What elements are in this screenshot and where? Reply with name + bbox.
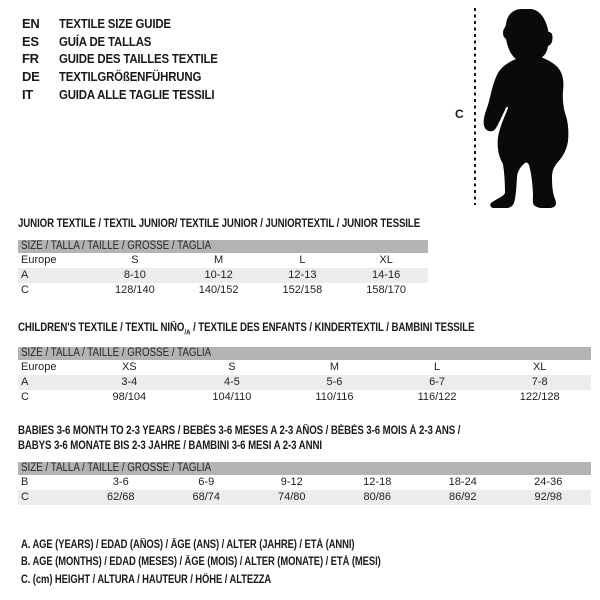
table-row-age-months	[18, 475, 591, 490]
language-title-list	[22, 15, 239, 104]
size-cell: S	[228, 361, 236, 373]
age-cell: 24-36	[534, 476, 563, 488]
row-label: C	[21, 391, 29, 403]
size-cell: M	[329, 361, 340, 373]
section-title-children	[18, 321, 474, 339]
age-cell: 18-24	[448, 476, 477, 488]
table-row-height	[18, 283, 428, 298]
lang-code: DE	[22, 69, 40, 85]
table-row-height	[18, 390, 591, 405]
size-table-babies	[18, 462, 591, 505]
height-cell: 110/116	[315, 391, 354, 403]
height-cell: 158/170	[366, 284, 406, 296]
row-label: A	[18, 375, 78, 390]
height-cell: 152/158	[282, 284, 323, 296]
height-dimension-label: C	[455, 107, 464, 121]
section-title-junior: JUNIOR TEXTILE / TEXTIL JUNIOR/ TEXTILE JUNIOR / JUNIORTEXTIL / JUNIOR TESSILE	[18, 218, 421, 230]
height-cell: 98/104	[112, 391, 147, 403]
footnote-b: B. AGE (MONTHS) / EDAD (MESES) / ÂGE (MOIS) / ALTER (MONATE) / ETÀ (MESI)	[21, 556, 381, 569]
height-cell: 128/140	[114, 284, 155, 296]
height-cell: 86/92	[420, 490, 506, 505]
height-cell: 68/74	[164, 490, 250, 505]
lang-row-it	[22, 86, 239, 104]
section-title-babies	[18, 424, 460, 454]
age-cell: 4-5	[181, 375, 284, 390]
footnote-a: A. AGE (YEARS) / EDAD (AÑOS) / ÂGE (ANS) / ALTER (JAHRE) / ETÀ (ANNI)	[21, 539, 355, 551]
age-cell: 3-4	[78, 375, 181, 390]
size-cell: S	[131, 254, 139, 266]
size-cell: M	[214, 254, 224, 266]
age-cell: 6-9	[198, 476, 215, 488]
size-header-label: SIZE / TALLA / TAILLE / GRÖSSE / TAGLIA	[21, 240, 212, 252]
guide-title-en: TEXTILE SIZE GUIDE	[59, 16, 171, 31]
size-cell: XL	[532, 361, 547, 373]
lang-code: FR	[22, 51, 39, 67]
size-cell: XL	[379, 254, 393, 266]
title-line-1: BABIES 3-6 MONTH TO 2-3 YEARS / BEBÉS 3-6 MESES A 2-3 AÑOS / BÉBÉS 3-6 MOIS À 2-3 ANS /	[18, 425, 461, 437]
row-label: B	[21, 476, 29, 488]
height-measure-dashed-line	[474, 8, 476, 205]
size-header-label: SIZE / TALLA / TAILLE / GRÖSSE / TAGLIA	[21, 462, 212, 474]
height-cell: 122/128	[519, 391, 560, 403]
guide-title-de: TEXTILGRÖßENFÜHRUNG	[59, 69, 202, 85]
title-prefix: CHILDREN'S TEXTILE / TEXTIL NIÑO	[18, 322, 185, 334]
height-cell: 92/98	[506, 490, 592, 505]
lang-code: EN	[22, 16, 40, 31]
age-cell: 8-10	[93, 268, 177, 283]
lang-row-fr	[22, 50, 239, 68]
height-cell: 104/110	[212, 391, 252, 403]
size-header-row	[18, 462, 591, 475]
age-cell: 9-12	[280, 476, 303, 488]
height-cell: 140/152	[198, 284, 239, 296]
age-cell: 10-12	[177, 268, 261, 283]
size-cell: L	[299, 254, 306, 266]
title-suffix: / TEXTILE DES ENFANTS / KINDERTEXTIL / BAMBINI TESSILE	[190, 322, 475, 334]
height-cell: 62/68	[78, 490, 164, 505]
height-cell: 80/86	[335, 490, 421, 505]
size-header-row	[18, 347, 591, 360]
lang-row-es	[22, 33, 239, 51]
lang-code: ES	[22, 33, 39, 49]
size-table-junior	[18, 240, 428, 298]
row-label: Europe	[21, 254, 57, 266]
size-header-row	[18, 240, 428, 253]
age-cell: 5-6	[283, 375, 386, 390]
size-header-label: SIZE / TALLA / TAILLE / GRÖSSE / TAGLIA	[21, 347, 212, 359]
footnote-c: C. (cm) HEIGHT / ALTURA / HAUTEUR / HÖHE / ALTEZZA	[21, 573, 272, 586]
size-cell: XS	[121, 361, 137, 373]
guide-title-it: GUIDA ALLE TAGLIE TESSILI	[59, 86, 215, 102]
lang-code: IT	[22, 86, 33, 102]
legend-footnotes	[21, 537, 460, 589]
baby-silhouette-icon	[480, 6, 572, 208]
guide-title-fr: GUIDE DES TAILLES TEXTILE	[59, 51, 218, 67]
age-cell: 6-7	[386, 375, 489, 390]
age-cell: 7-8	[488, 375, 591, 390]
size-table-children	[18, 347, 591, 405]
table-row-europe	[18, 360, 591, 375]
title-subscript: /A	[184, 327, 191, 337]
row-label: C	[18, 490, 78, 505]
title-line-2: BABYS 3-6 MONATE BIS 2-3 JAHRE / BAMBINI 3-6 MESI A 2-3 ANNI	[18, 440, 322, 452]
row-label: A	[18, 268, 93, 283]
height-cell: 116/122	[417, 391, 457, 403]
table-row-age	[18, 268, 428, 283]
guide-title-es: GUÍA DE TALLAS	[59, 33, 152, 49]
lang-row-en	[22, 15, 239, 33]
row-label: C	[21, 284, 29, 296]
age-cell: 12-13	[261, 268, 345, 283]
table-row-europe	[18, 253, 428, 268]
table-row-age	[18, 375, 591, 390]
age-cell: 14-16	[344, 268, 428, 283]
table-row-height	[18, 490, 591, 505]
height-cell: 74/80	[249, 490, 335, 505]
lang-row-de	[22, 68, 239, 86]
age-cell: 3-6	[112, 476, 129, 488]
row-label: Europe	[21, 361, 57, 373]
size-cell: L	[434, 361, 441, 373]
age-cell: 12-18	[363, 476, 392, 488]
